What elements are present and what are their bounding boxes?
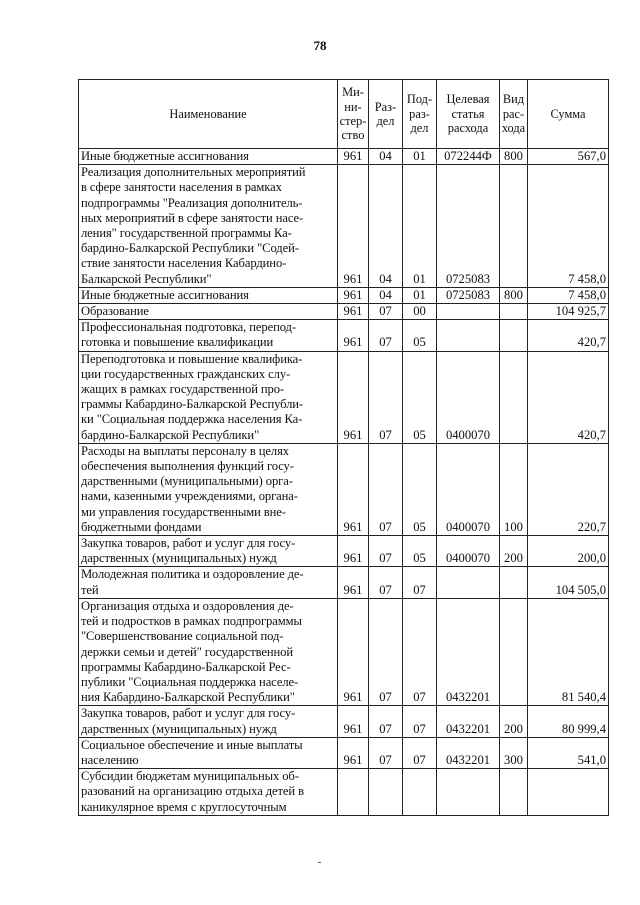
row-target-article [437, 320, 500, 351]
header-ministry: Ми- ни- стер- ство [338, 80, 369, 149]
row-ministry: 961 [338, 165, 369, 288]
row-name: Иные бюджетные ассигнования [79, 149, 338, 165]
row-section: 07 [369, 443, 403, 535]
row-expense-type: 300 [500, 737, 528, 768]
row-subsection: 05 [403, 536, 437, 567]
row-subsection: 07 [403, 567, 437, 598]
row-name: Молодежная политика и оздоровление де- тей [79, 567, 338, 598]
row-target-article: 072244Ф [437, 149, 500, 165]
row-subsection: 00 [403, 304, 437, 320]
row-expense-type: 800 [500, 287, 528, 303]
row-section: 07 [369, 737, 403, 768]
row-section: 04 [369, 287, 403, 303]
row-section [369, 769, 403, 816]
row-ministry: 961 [338, 598, 369, 705]
table-header-row [79, 80, 609, 149]
row-sum: 104 505,0 [528, 567, 609, 598]
row-ministry: 961 [338, 706, 369, 737]
row-section: 04 [369, 165, 403, 288]
row-sum: 7 458,0 [528, 165, 609, 288]
row-subsection: 07 [403, 737, 437, 768]
row-section: 04 [369, 149, 403, 165]
row-name: Иные бюджетные ассигнования [79, 287, 338, 303]
row-target-article: 0432201 [437, 706, 500, 737]
row-target-article [437, 769, 500, 816]
row-section: 07 [369, 567, 403, 598]
header-expense-type: Вид рас- хода [500, 80, 528, 149]
row-ministry: 961 [338, 304, 369, 320]
row-name: Субсидии бюджетам муниципальных об- разований на организацию отдыха детей в каникулярное время с круглосуточным [79, 769, 338, 816]
table-row [79, 165, 609, 288]
table-row [79, 351, 609, 443]
row-subsection [403, 769, 437, 816]
table-row [79, 769, 609, 816]
row-name: Профессиональная подготовка, перепод- готовка и повышение квалификации [79, 320, 338, 351]
row-name: Закупка товаров, работ и услуг для госу- дарственных (муниципальных) нужд [79, 706, 338, 737]
row-section: 07 [369, 706, 403, 737]
row-expense-type [500, 598, 528, 705]
page-number: 78 [313, 38, 327, 53]
row-sum: 567,0 [528, 149, 609, 165]
row-sum: 541,0 [528, 737, 609, 768]
row-ministry: 961 [338, 149, 369, 165]
table-row [79, 567, 609, 598]
row-expense-type: 800 [500, 149, 528, 165]
table-row [79, 737, 609, 768]
row-expense-type: 200 [500, 536, 528, 567]
row-section: 07 [369, 320, 403, 351]
row-target-article: 0400070 [437, 351, 500, 443]
row-section: 07 [369, 351, 403, 443]
row-subsection: 07 [403, 706, 437, 737]
row-section: 07 [369, 536, 403, 567]
row-subsection: 01 [403, 165, 437, 288]
row-expense-type [500, 567, 528, 598]
row-target-article: 0400070 [437, 443, 500, 535]
row-target-article: 0432201 [437, 598, 500, 705]
row-subsection: 01 [403, 149, 437, 165]
header-sum: Сумма [528, 80, 609, 149]
row-target-article: 0725083 [437, 165, 500, 288]
row-sum: 420,7 [528, 351, 609, 443]
row-target-article [437, 567, 500, 598]
row-ministry: 961 [338, 567, 369, 598]
row-sum: 7 458,0 [528, 287, 609, 303]
row-ministry: 961 [338, 737, 369, 768]
table-row [79, 536, 609, 567]
row-name: Закупка товаров, работ и услуг для госу- дарственных (муниципальных) нужд [79, 536, 338, 567]
table-body [79, 149, 609, 816]
budget-table [78, 79, 609, 816]
row-name: Социальное обеспечение и иные выплаты населению [79, 737, 338, 768]
row-subsection: 01 [403, 287, 437, 303]
row-subsection: 05 [403, 351, 437, 443]
row-ministry: 961 [338, 443, 369, 535]
row-section: 07 [369, 304, 403, 320]
row-ministry [338, 769, 369, 816]
row-target-article: 0725083 [437, 287, 500, 303]
row-sum: 80 999,4 [528, 706, 609, 737]
footer-mark [318, 862, 321, 863]
row-sum [528, 769, 609, 816]
row-expense-type [500, 769, 528, 816]
header-section: Раз- дел [369, 80, 403, 149]
row-sum: 104 925,7 [528, 304, 609, 320]
row-target-article [437, 304, 500, 320]
header-subsection: Под- раз- дел [403, 80, 437, 149]
row-expense-type [500, 304, 528, 320]
row-name: Реализация дополнительных мероприятий в сфере занятости населения в рамках подпрограммы "Реализация дополнитель- ных мероприятий в сфере занятости насе- ления" государственной программы Ка- бардино-Балкарской Республики "Содей- ствие занятости населения Кабардино- Балкарской Республики" [79, 165, 338, 288]
row-expense-type [500, 351, 528, 443]
header-target-article: Целевая статья расхода [437, 80, 500, 149]
table-row [79, 149, 609, 165]
header-name: Наименование [79, 80, 338, 149]
row-expense-type: 100 [500, 443, 528, 535]
row-ministry: 961 [338, 536, 369, 567]
row-target-article: 0400070 [437, 536, 500, 567]
table-row [79, 320, 609, 351]
row-sum: 81 540,4 [528, 598, 609, 705]
row-ministry: 961 [338, 287, 369, 303]
row-name: Расходы на выплаты персоналу в целях обеспечения выполнения функций госу- дарственными (муниципальными) орга- нами, казенными учреждениями, органа- ми управления государственными вне- бюджетными фондами [79, 443, 338, 535]
row-name: Образование [79, 304, 338, 320]
row-subsection: 07 [403, 598, 437, 705]
row-expense-type [500, 320, 528, 351]
table-row [79, 598, 609, 705]
row-subsection: 05 [403, 443, 437, 535]
row-expense-type [500, 165, 528, 288]
table-row [79, 287, 609, 303]
table-row [79, 443, 609, 535]
row-ministry: 961 [338, 351, 369, 443]
row-subsection: 05 [403, 320, 437, 351]
row-sum: 220,7 [528, 443, 609, 535]
row-name: Организация отдыха и оздоровления де- тей и подростков в рамках подпрограммы "Совершенствование социальной под- держки семьи и детей" государственной программы Кабардино-Балкарской Рес- публики "Социальная поддержка населе- ния Кабардино-Балкарской Республики" [79, 598, 338, 705]
row-ministry: 961 [338, 320, 369, 351]
row-target-article: 0432201 [437, 737, 500, 768]
row-sum: 200,0 [528, 536, 609, 567]
row-section: 07 [369, 598, 403, 705]
row-sum: 420,7 [528, 320, 609, 351]
table-row [79, 706, 609, 737]
row-expense-type: 200 [500, 706, 528, 737]
table-row [79, 304, 609, 320]
row-name: Переподготовка и повышение квалифика- ции государственных гражданских слу- жащих в рамках государственной про- граммы Кабардино-Балкарской Республи- ки "Социальная поддержка населения Ка- бардино-Балкарской Республики" [79, 351, 338, 443]
